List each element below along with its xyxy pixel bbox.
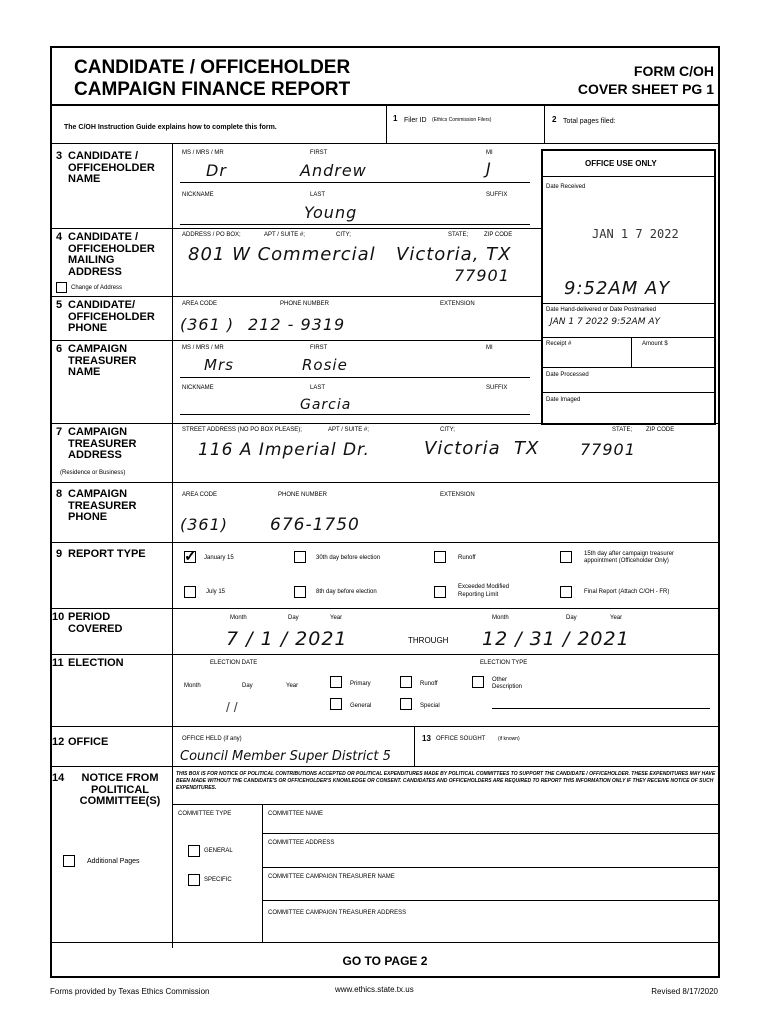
divider bbox=[386, 105, 387, 143]
s7-state-label: STATE; bbox=[612, 427, 633, 433]
treasurer-name-label: COMMITTEE CAMPAIGN TREASURER NAME bbox=[268, 874, 395, 880]
s7-street-label: STREET ADDRESS (NO PO BOX PLEASE); bbox=[182, 427, 302, 433]
jul15-label: July 15 bbox=[206, 589, 226, 595]
s10-to-value[interactable]: 12 / 31 / 2021 bbox=[482, 628, 630, 650]
s13-label: OFFICE SOUGHT bbox=[436, 736, 486, 742]
s11-num: 11 bbox=[52, 657, 64, 669]
special-checkbox[interactable] bbox=[400, 698, 412, 710]
s3-prefix-value[interactable]: Dr bbox=[206, 161, 227, 180]
total-pages-label: Total pages filed: bbox=[563, 118, 616, 125]
divider bbox=[414, 726, 415, 766]
s14-num: 14 bbox=[52, 772, 65, 784]
s12-held-label: OFFICE HELD (if any) bbox=[182, 736, 242, 742]
s12-num: 12 bbox=[52, 736, 65, 748]
15th-day-checkbox[interactable] bbox=[560, 551, 572, 563]
s8-ext-label: EXTENSION bbox=[440, 492, 475, 498]
other-description-line bbox=[492, 708, 710, 709]
s3-mi-value[interactable]: J bbox=[486, 159, 492, 178]
s7-apt-label: APT / SUITE #; bbox=[328, 427, 369, 433]
hand-delivered-label: Date Hand-delivered or Date Postmarked bbox=[546, 307, 657, 313]
s7-label: CAMPAIGN TREASURER ADDRESS bbox=[68, 426, 137, 462]
s3-mi-label: MI bbox=[486, 150, 493, 156]
s5-phone-value[interactable]: 212 - 9319 bbox=[248, 315, 346, 334]
final-report-checkbox[interactable] bbox=[560, 586, 572, 598]
divider bbox=[180, 377, 530, 378]
divider bbox=[50, 104, 720, 106]
s3-first-value[interactable]: Andrew bbox=[300, 161, 367, 180]
s5-ext-label: EXTENSION bbox=[440, 301, 475, 307]
form-title-line2: CAMPAIGN FINANCE REPORT bbox=[74, 79, 351, 100]
s11-runoff-checkbox[interactable] bbox=[400, 676, 412, 688]
divider bbox=[262, 900, 720, 901]
filer-id-num: 1 bbox=[393, 114, 398, 123]
s11-type-label: ELECTION TYPE bbox=[480, 660, 528, 666]
committee-type-label: COMMITTEE TYPE bbox=[178, 811, 232, 817]
change-of-address-label: Change of Address bbox=[71, 285, 123, 291]
s13-num: 13 bbox=[422, 734, 431, 743]
other-label: Other Description bbox=[492, 677, 523, 691]
s7-sub: (Residence or Business) bbox=[60, 470, 126, 476]
form-page-label: COVER SHEET PG 1 bbox=[577, 81, 714, 97]
final-report-label: Final Report (Attach C/OH - FR) bbox=[584, 589, 670, 595]
s11-date-slashes: / / bbox=[226, 699, 238, 715]
s10-from-month-label: Month bbox=[230, 615, 247, 621]
divider bbox=[180, 182, 530, 183]
s6-prefix-value[interactable]: Mrs bbox=[204, 356, 234, 374]
general-label: General bbox=[350, 703, 372, 709]
s9-num: 9 bbox=[56, 548, 63, 560]
divider bbox=[50, 340, 542, 341]
committee-general-label: GENERAL bbox=[204, 848, 233, 854]
divider bbox=[50, 423, 720, 424]
exceeded-checkbox[interactable] bbox=[434, 586, 446, 598]
divider bbox=[541, 303, 716, 304]
s14-label: NOTICE FROM POLITICAL COMMITTEE(S) bbox=[79, 772, 161, 808]
8th-day-checkbox[interactable] bbox=[294, 586, 306, 598]
divider bbox=[262, 804, 263, 942]
divider bbox=[50, 482, 720, 483]
treasurer-address-label: COMMITTEE CAMPAIGN TREASURER ADDRESS bbox=[268, 910, 407, 916]
jan15-label: January 15 bbox=[204, 555, 234, 561]
s10-from-value[interactable]: 7 / 1 / 2021 bbox=[226, 628, 348, 650]
jul15-checkbox[interactable] bbox=[184, 586, 196, 598]
s14-notice-text: THIS BOX IS FOR NOTICE OF POLITICAL CONTRIBUTIONS ACCEPTED OR POLITICAL EXPENDITURES MADE BY POLITICAL COMMITTEES TO SUPPORT THE CANDIDATE / OFFICEHOLDER. THESE EXPENDITURES MAY HAVE BEEN MADE WITHOUT THE CANDIDATE'S OR OFFICEHOLDER'S KNOWLEDGE OR CONSENT. CANDIDATES AND OFFICEHOLDERS ARE REQUIRED TO REPORT THIS INFORMATION ONLY IF THEY RECEIVE NOTICE OF SUCH EXPENDITURES. bbox=[176, 771, 716, 791]
date-received-label: Date Received bbox=[546, 184, 586, 190]
8th-day-label: 8th day before election bbox=[316, 589, 377, 595]
s8-phone-label: PHONE NUMBER bbox=[278, 492, 328, 498]
form-title-line1: CANDIDATE / OFFICEHOLDER bbox=[74, 57, 351, 78]
s6-num: 6 bbox=[56, 343, 63, 355]
s8-label: CAMPAIGN TREASURER PHONE bbox=[68, 488, 137, 524]
s3-prefix-label: MS / MRS / MR bbox=[182, 150, 224, 156]
runoff-label: Runoff bbox=[458, 555, 476, 561]
additional-pages-checkbox[interactable] bbox=[63, 855, 75, 867]
s8-area-label: AREA CODE bbox=[182, 492, 218, 498]
s4-address-value[interactable]: 801 W Commercial bbox=[188, 244, 376, 265]
s5-phone-label: PHONE NUMBER bbox=[280, 301, 330, 307]
divider bbox=[50, 726, 720, 727]
hand-delivered-value: JAN 1 7 2022 9:52AM AY bbox=[550, 317, 660, 327]
divider bbox=[262, 833, 720, 834]
divider bbox=[50, 608, 720, 609]
committee-specific-checkbox[interactable] bbox=[188, 874, 200, 886]
change-of-address-checkbox[interactable] bbox=[56, 282, 67, 293]
s8-num: 8 bbox=[56, 488, 63, 500]
s10-from-day-label: Day bbox=[288, 615, 299, 621]
footer-url: www.ethics.state.tx.us bbox=[335, 985, 414, 994]
filer-id-label: Filer ID bbox=[404, 117, 427, 124]
s6-last-value[interactable]: Garcia bbox=[300, 397, 352, 413]
s6-first-label: FIRST bbox=[310, 345, 328, 351]
s4-num: 4 bbox=[56, 231, 63, 243]
s4-city-label: CITY; bbox=[336, 232, 351, 238]
other-checkbox[interactable] bbox=[472, 676, 484, 688]
committee-general-checkbox[interactable] bbox=[188, 845, 200, 857]
committee-address-label: COMMITTEE ADDRESS bbox=[268, 840, 335, 846]
s11-date-label: ELECTION DATE bbox=[210, 660, 258, 666]
processed-label: Date Processed bbox=[546, 372, 589, 378]
30th-day-checkbox[interactable] bbox=[294, 551, 306, 563]
received-stamp: JAN 1 7 2022 bbox=[592, 227, 679, 241]
s4-zip-label: ZIP CODE bbox=[484, 232, 513, 238]
s3-last-label: LAST bbox=[310, 192, 326, 198]
s6-nickname-label: NICKNAME bbox=[182, 385, 214, 391]
s6-mi-label: MI bbox=[486, 345, 493, 351]
divider bbox=[541, 337, 716, 338]
s10-to-month-label: Month bbox=[492, 615, 509, 621]
exceeded-label: Exceeded Modified Reporting Limit bbox=[458, 584, 510, 598]
s5-label: CANDIDATE/ OFFICEHOLDER PHONE bbox=[68, 299, 155, 335]
s6-prefix-label: MS / MRS / MR bbox=[182, 345, 224, 351]
primary-label: Primary bbox=[350, 681, 371, 687]
s6-label: CAMPAIGN TREASURER NAME bbox=[68, 343, 137, 379]
filer-id-note: (Ethics Commission Filers) bbox=[432, 117, 492, 123]
go-to-page-2: GO TO PAGE 2 bbox=[342, 954, 428, 968]
footer-provided-by: Forms provided by Texas Ethics Commission bbox=[50, 987, 210, 996]
divider bbox=[180, 414, 530, 415]
divider bbox=[50, 143, 720, 144]
15th-day-label: 15th day after campaign treasurer appointment (Officeholder Only) bbox=[584, 551, 675, 565]
instruction-text: The C/OH Instruction Guide explains how to complete this form. bbox=[64, 124, 277, 131]
s10-to-year-label: Year bbox=[610, 615, 623, 621]
s3-nickname-label: NICKNAME bbox=[182, 192, 214, 198]
s10-label: PERIOD COVERED bbox=[68, 611, 123, 635]
primary-checkbox[interactable] bbox=[330, 676, 342, 688]
s3-last-value[interactable]: Young bbox=[304, 203, 358, 222]
s7-zip-value[interactable]: 77901 bbox=[580, 440, 636, 459]
s10-through-label: THROUGH bbox=[408, 636, 449, 645]
divider bbox=[631, 337, 632, 367]
s8-area-value[interactable]: (361) bbox=[180, 515, 229, 534]
s7-city-value[interactable]: Victoria bbox=[424, 438, 501, 459]
s4-zip-value[interactable]: 77901 bbox=[454, 266, 510, 285]
s9-label: REPORT TYPE bbox=[68, 548, 146, 560]
s11-label: ELECTION bbox=[68, 657, 124, 669]
s10-num: 10 bbox=[52, 611, 65, 623]
30th-day-label: 30th day before election bbox=[316, 555, 381, 561]
s5-area-value[interactable]: (361 ) bbox=[180, 315, 235, 334]
s4-city-state-value[interactable]: Victoria, TX bbox=[396, 244, 512, 265]
divider bbox=[541, 392, 716, 393]
s11-day-label: Day bbox=[242, 683, 253, 689]
s12-label: OFFICE bbox=[68, 736, 109, 748]
s3-suffix-label: SUFFIX bbox=[486, 192, 508, 198]
form-id: FORM C/OH bbox=[633, 63, 714, 79]
s4-address-label: ADDRESS / PO BOX; bbox=[182, 232, 241, 238]
received-time-handwritten: 9:52AM AY bbox=[564, 278, 671, 299]
divider bbox=[180, 224, 530, 225]
s3-num: 3 bbox=[56, 150, 63, 162]
s7-num: 7 bbox=[56, 426, 63, 438]
runoff-checkbox[interactable] bbox=[434, 551, 446, 563]
special-label: Special bbox=[420, 703, 440, 709]
s8-phone-value[interactable]: 676-1750 bbox=[270, 515, 360, 535]
s11-month-label: Month bbox=[184, 683, 201, 689]
divider bbox=[50, 542, 720, 543]
s4-apt-label: APT / SUITE #; bbox=[264, 232, 305, 238]
s6-suffix-label: SUFFIX bbox=[486, 385, 508, 391]
s6-last-label: LAST bbox=[310, 385, 326, 391]
s13-note: (if known) bbox=[498, 736, 520, 742]
jan15-checkmark: ✓ bbox=[184, 548, 197, 565]
s11-runoff-label: Runoff bbox=[420, 681, 438, 687]
divider bbox=[544, 105, 545, 143]
s5-area-label: AREA CODE bbox=[182, 301, 218, 307]
s7-city-label: CITY; bbox=[440, 427, 455, 433]
divider bbox=[50, 766, 720, 767]
s10-to-day-label: Day bbox=[566, 615, 577, 621]
imaged-label: Date Imaged bbox=[546, 397, 581, 403]
s7-state-value[interactable]: TX bbox=[514, 438, 540, 459]
s3-first-label: FIRST bbox=[310, 150, 328, 156]
divider bbox=[50, 228, 542, 229]
s7-zip-label: ZIP CODE bbox=[646, 427, 675, 433]
additional-pages-label: Additional Pages bbox=[87, 858, 140, 865]
general-checkbox[interactable] bbox=[330, 698, 342, 710]
divider bbox=[172, 804, 720, 805]
divider bbox=[172, 143, 173, 948]
divider bbox=[262, 867, 720, 868]
s7-street-value[interactable]: 116 A Imperial Dr. bbox=[198, 440, 370, 460]
amount-label: Amount $ bbox=[642, 341, 668, 347]
divider bbox=[50, 296, 542, 297]
committee-specific-label: SPECIFIC bbox=[204, 877, 232, 883]
divider bbox=[541, 367, 716, 368]
committee-name-label: COMMITTEE NAME bbox=[268, 811, 323, 817]
s5-num: 5 bbox=[56, 299, 63, 311]
office-use-title: OFFICE USE ONLY bbox=[585, 159, 657, 168]
s12-held-value[interactable]: Council Member Super District 5 bbox=[180, 749, 391, 764]
total-pages-num: 2 bbox=[552, 115, 557, 124]
footer-revised: Revised 8/17/2020 bbox=[651, 987, 718, 996]
receipt-label: Receipt # bbox=[546, 341, 572, 347]
divider bbox=[50, 654, 720, 655]
s4-state-label: STATE; bbox=[448, 232, 469, 238]
s3-label: CANDIDATE / OFFICEHOLDER NAME bbox=[68, 150, 155, 186]
s11-year-label: Year bbox=[286, 683, 299, 689]
s4-label: CANDIDATE / OFFICEHOLDER MAILING ADDRESS bbox=[68, 231, 155, 278]
divider bbox=[50, 942, 720, 943]
divider bbox=[541, 176, 716, 177]
s6-first-value[interactable]: Rosie bbox=[302, 356, 348, 374]
s10-from-year-label: Year bbox=[330, 615, 343, 621]
